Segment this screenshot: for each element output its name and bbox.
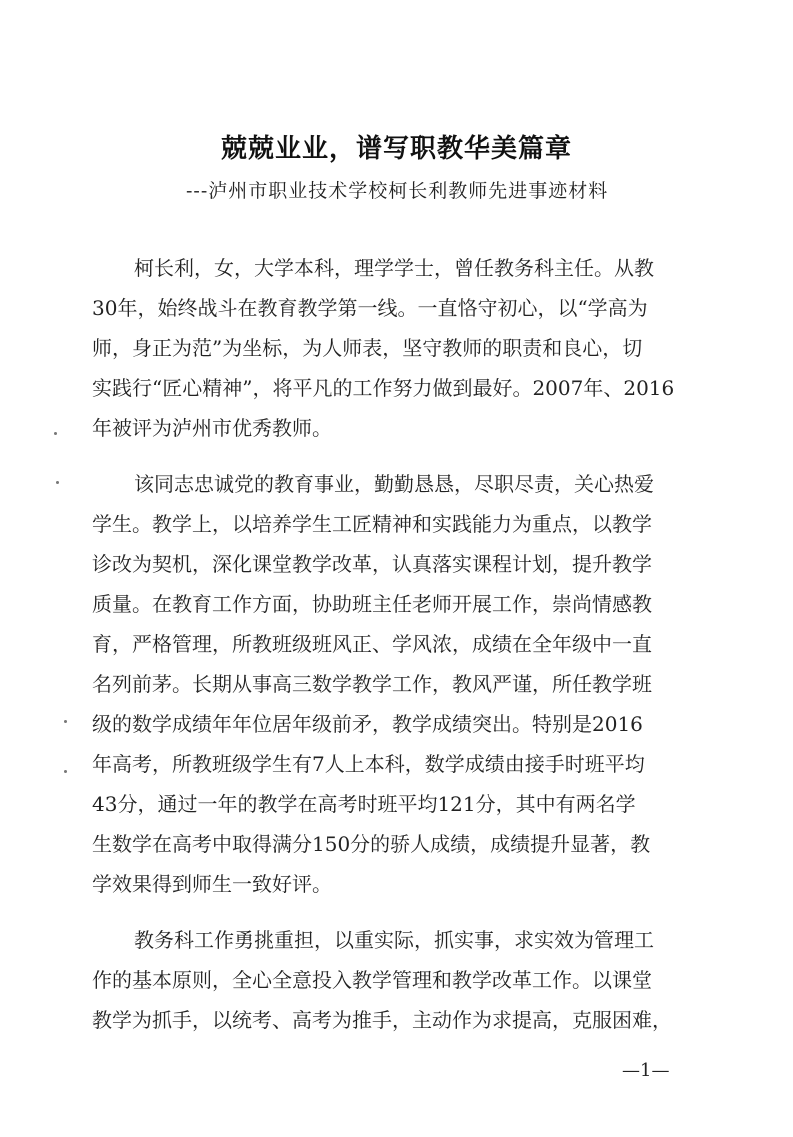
scan-speck	[56, 481, 59, 484]
text-line: 30年，始终战斗在教育教学第一线。一直恪守初心，以“学高为	[92, 296, 648, 320]
text-line: 作的基本原则，全心全意投入教学管理和教学改革工作。以课堂	[92, 968, 652, 992]
text-line: 学效果得到师生一致好评。	[92, 872, 332, 896]
paragraph-1	[92, 248, 704, 448]
text-line: 柯长利，女，大学本科，理学学士，曾任教务科主任。从教	[134, 256, 654, 280]
text-line: 级的数学成绩年年位居年级前矛，教学成绩突出。特别是2016	[92, 712, 643, 736]
document-subtitle: ---泸州市职业技术学校柯长利教师先进事迹材料	[186, 180, 609, 202]
scan-speck	[64, 770, 67, 773]
text-line: 教务科工作勇挑重担，以重实际，抓实事，求实效为管理工	[134, 928, 654, 952]
text-line: 质量。在教育工作方面，协助班主任老师开展工作，崇尚情感教	[92, 592, 652, 616]
text-line: 教学为抓手，以统考、高考为推手，主动作为求提高，克服困难，	[92, 1008, 672, 1032]
text-line: 诊改为契机，深化课堂教学改革，认真落实课程计划，提升教学	[92, 552, 652, 576]
paragraph-2	[92, 464, 704, 904]
document-title: 兢兢业业，谱写职教华美篇章	[220, 134, 572, 164]
text-line: 43分，通过一年的教学在高考时班平均121分，其中有两名学	[92, 792, 636, 816]
text-line: 育，严格管理，所教班级班风正、学风浓，成绩在全年级中一直	[92, 632, 652, 656]
paragraph-3	[92, 920, 704, 1040]
text-line: 年被评为泸州市优秀教师。	[92, 416, 332, 440]
text-line: 实践行“匠心精神”，将平凡的工作努力做到最好。2007年、2016	[92, 376, 675, 400]
paragraph-gap	[92, 448, 704, 464]
paragraph-gap	[92, 904, 704, 920]
document-body	[92, 248, 704, 1040]
text-line: 年高考，所教班级学生有7人上本科，数学成绩由接手时班平均	[92, 752, 645, 776]
page-number: —1—	[622, 1060, 670, 1081]
scan-speck	[64, 720, 67, 723]
text-line: 名列前茅。长期从事高三数学教学工作，教风严谨，所任教学班	[92, 672, 652, 696]
text-line: 师，身正为范”为坐标，为人师表，坚守教师的职责和良心，切	[92, 336, 643, 360]
text-line: 该同志忠诚党的教育事业，勤勤恳恳，尽职尽责，关心热爱	[134, 472, 654, 496]
text-line: 生数学在高考中取得满分150分的骄人成绩，成绩提升显著，教	[92, 832, 651, 856]
text-line: 学生。教学上，以培养学生工匠精神和实践能力为重点，以教学	[92, 512, 652, 536]
scan-speck	[54, 432, 57, 435]
